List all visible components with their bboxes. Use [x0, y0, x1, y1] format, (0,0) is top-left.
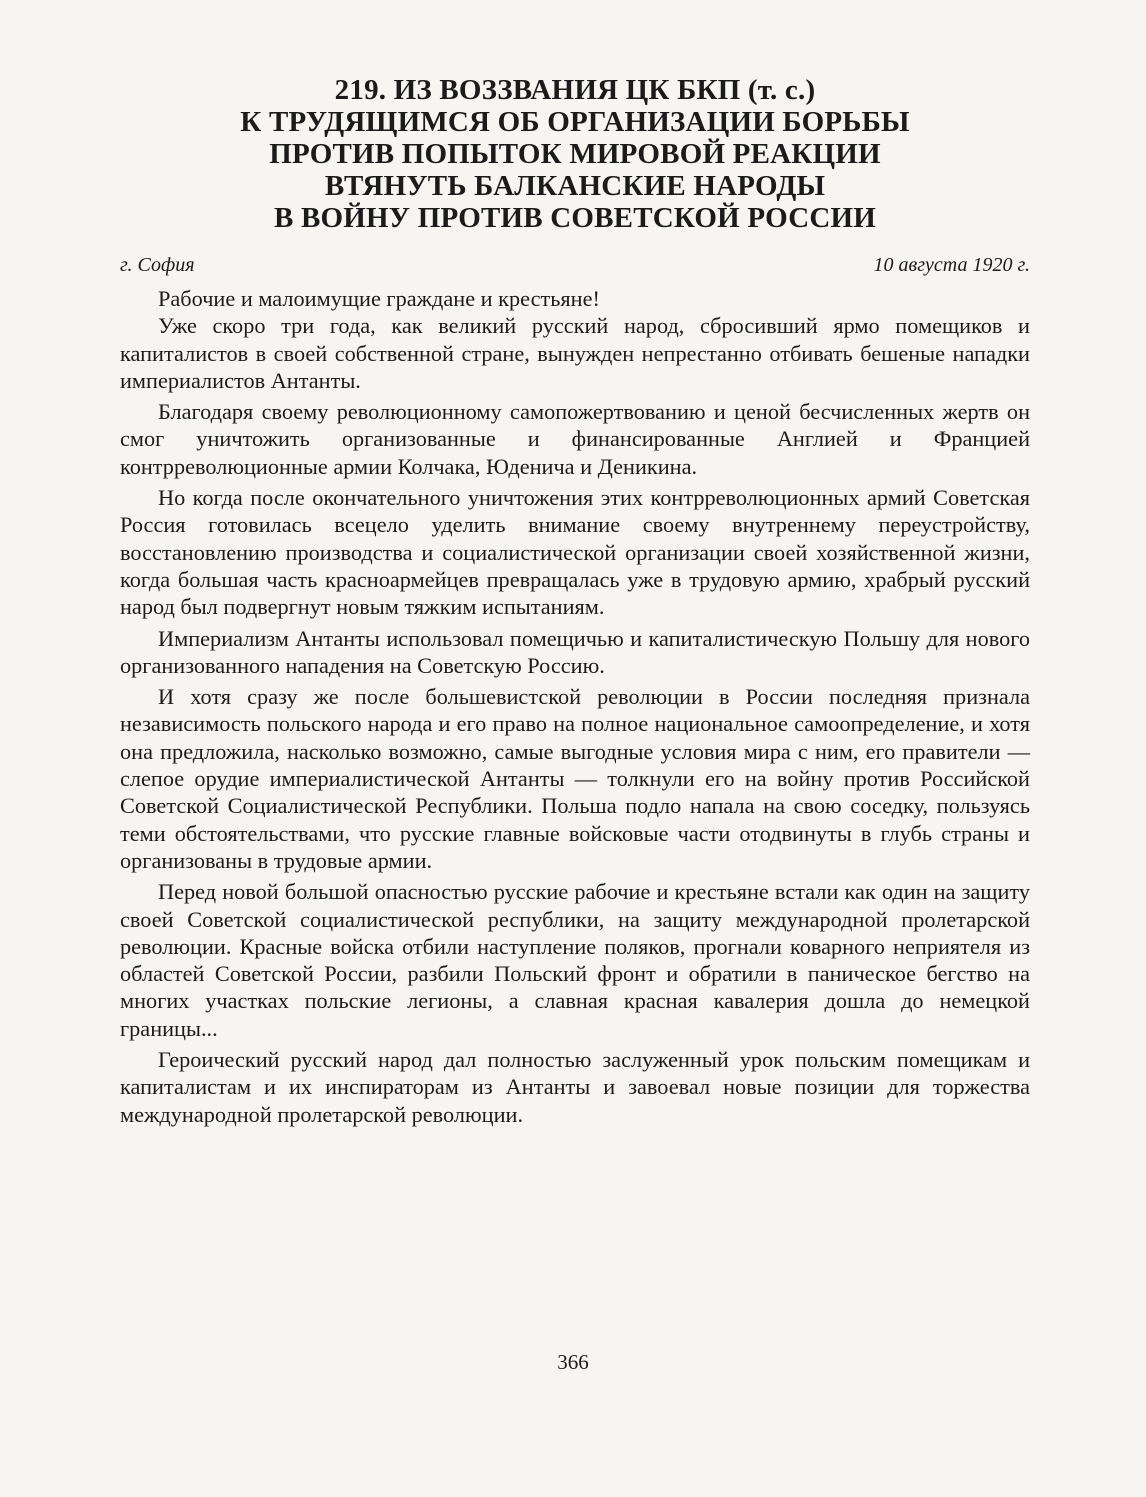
paragraph-4: Империализм Антанты использовал помещичью и капиталистическую Польшу для нового организованного нападения на Советскую Россию.: [120, 625, 1030, 678]
paragraph-5: И хотя сразу же после большевистской революции в России последняя признала независимость польского народа и его право на полное национальное самоопределение, и хотя она предложила, насколько возможно, самые выгодные условия мира с ним, его правители — слепое орудие империалистической Антанты — толкнули его на войну против Российской Советской Социалистической Республики. Польша подло напала на свою соседку, пользуясь теми обстоятельствами, что русские главные войсковые части отодвинуты в глубь страны и организованы в трудовые армии.: [120, 684, 1030, 873]
page-number: 366: [557, 1350, 589, 1374]
heading-line-1: 219. ИЗ ВОЗЗВАНИЯ ЦК БКП (т. с.): [334, 74, 816, 106]
heading-line-2: К ТРУДЯЩИМСЯ ОБ ОРГАНИЗАЦИИ БОРЬБЫ: [240, 106, 910, 138]
paragraph-7: Героический русский народ дал полностью заслуженный урок польским помещикам и капиталистам и их инспираторам из Антанты и завоевал новые позиции для торжества международной пролетарской революции.: [120, 1047, 1030, 1127]
salutation: Рабочие и малоимущие граждане и крестьяне!: [158, 286, 600, 311]
paragraph-6: Перед новой большой опасностью русские рабочие и крестьяне встали как один на защиту своей Советской социалистической республики, на защиту международной пролетарской революции. Красные войска отбили наступление поляков, прогнали коварного неприятеля из областей Советской России, разбили Польский фронт и обратили в паническое бегство на многих участках польские легионы, а славная красная кавалерия дошла до немецкой границы...: [120, 879, 1030, 1041]
document-date: 10 августа 1920 г.: [873, 254, 1030, 276]
paragraph-2: Благодаря своему революционному самопожертвованию и ценой бесчисленных жертв он смог уничтожить организованные и финансированные Англией и Францией контрреволюционные армии Колчака, Юденича и Деникина.: [120, 399, 1030, 479]
document-page: [120, 74, 1030, 1132]
heading-line-3: ПРОТИВ ПОПЫТОК МИРОВОЙ РЕАКЦИИ: [269, 138, 881, 170]
document-meta: [120, 254, 1030, 277]
paragraph-1: Уже скоро три года, как великий русский народ, сбросивший ярмо помещиков и капиталистов в своей собственной стране, вынужден непрестанно отбивать бешеные нападки империалистов Антанты.: [120, 313, 1030, 393]
heading-line-4: ВТЯНУТЬ БАЛКАНСКИЕ НАРОДЫ: [324, 170, 826, 202]
heading-line-5: В ВОЙНУ ПРОТИВ СОВЕТСКОЙ РОССИИ: [273, 202, 877, 234]
document-place: г. София: [120, 254, 195, 276]
paragraph-3: Но когда после окончательного уничтожения этих контрреволюционных армий Советская Россия готовилась всецело уделить внимание своему внутреннему переустройству, восстановлению производства и социалистической организации своей хозяйственной жизни, когда большая часть красноармейцев превращалась уже в трудовую армию, храбрый русский народ был подвергнут новым тяжким испытаниям.: [120, 485, 1030, 620]
document-heading: [120, 74, 1030, 234]
